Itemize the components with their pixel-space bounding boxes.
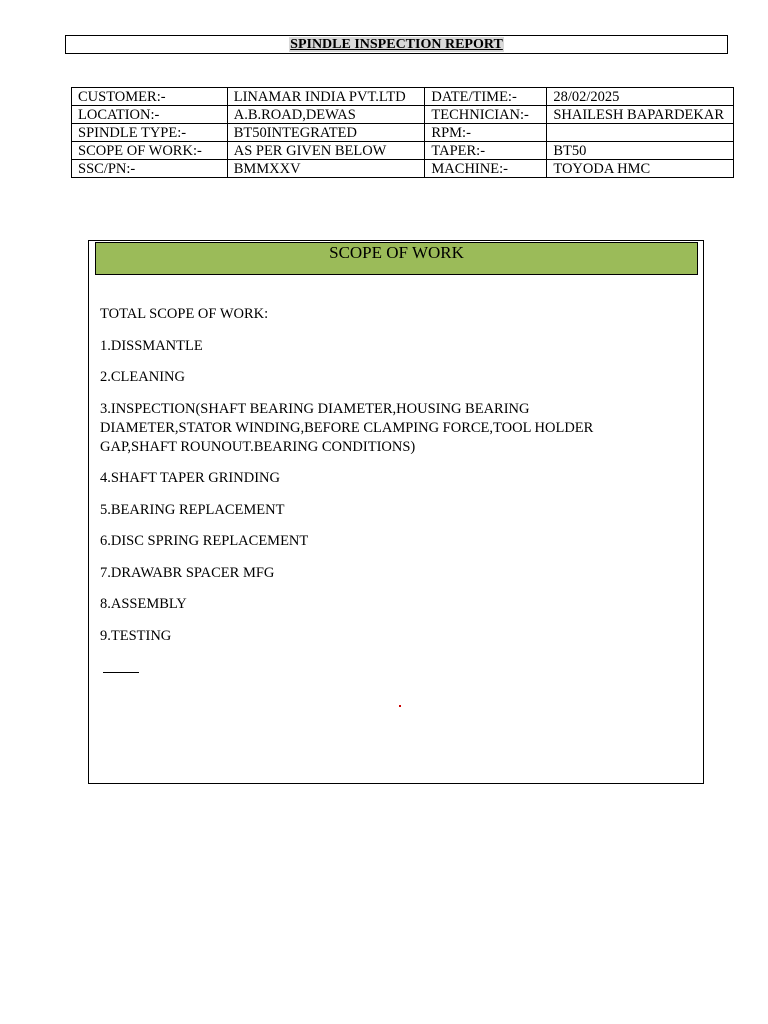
table-row: [72, 106, 734, 124]
location-value: A.B.ROAD,DEWAS: [227, 106, 425, 124]
report-title-box: [65, 35, 728, 54]
scope-item: 4.SHAFT TAPER GRINDING: [100, 470, 280, 486]
signature-line: [103, 672, 139, 673]
scope-header: SCOPE OF WORK: [95, 242, 698, 275]
spindle-type-value: BT50INTEGRATED: [227, 124, 425, 142]
scope-intro: TOTAL SCOPE OF WORK:: [100, 306, 269, 322]
machine-value: TOYODA HMC: [547, 160, 734, 178]
table-row: [72, 160, 734, 178]
machine-label: MACHINE:-: [425, 160, 547, 178]
scope-of-work-frame: [88, 240, 704, 784]
scope-body: [100, 305, 660, 658]
date-time-value: 28/02/2025: [547, 88, 734, 106]
scope-item: 7.DRAWABR SPACER MFG: [100, 564, 275, 581]
scope-item: 9.TESTING: [100, 627, 172, 644]
scope-item: 2.CLEANING: [100, 369, 185, 385]
rpm-value: [547, 124, 734, 142]
ssc-pn-value: BMMXXV: [227, 160, 425, 178]
scope-item: 1.DISSMANTLE: [100, 337, 203, 354]
date-time-label: DATE/TIME:-: [425, 88, 547, 106]
technician-label: TECHNICIAN:-: [425, 106, 547, 124]
scope-of-work-value: AS PER GIVEN BELOW: [227, 142, 425, 160]
scope-item: 3.INSPECTION(SHAFT BEARING DIAMETER,HOUSING BEARING DIAMETER,STATOR WINDING,BEFORE CLAMPING FORCE,TOOL HOLDER GAP,SHAFT ROUNOUT.BEARING CONDITIONS): [100, 400, 594, 455]
spindle-type-label: SPINDLE TYPE:-: [72, 124, 228, 142]
taper-value: BT50: [547, 142, 734, 160]
red-dot-mark: [399, 705, 401, 707]
taper-label: TAPER:-: [425, 142, 547, 160]
scope-item: 6.DISC SPRING REPLACEMENT: [100, 533, 309, 549]
table-row: [72, 124, 734, 142]
report-title: SPINDLE INSPECTION REPORT: [290, 37, 503, 52]
scope-item: 5.BEARING REPLACEMENT: [100, 501, 285, 518]
rpm-label: RPM:-: [425, 124, 547, 142]
technician-value: SHAILESH BAPARDEKAR: [547, 106, 734, 124]
info-table: [71, 87, 734, 178]
table-row: [72, 142, 734, 160]
location-label: LOCATION:-: [72, 106, 228, 124]
scope-of-work-label: SCOPE OF WORK:-: [72, 142, 228, 160]
table-row: [72, 88, 734, 106]
customer-value: LINAMAR INDIA PVT.LTD: [227, 88, 425, 106]
ssc-pn-label: SSC/PN:-: [72, 160, 228, 178]
scope-item: 8.ASSEMBLY: [100, 596, 187, 612]
customer-label: CUSTOMER:-: [72, 88, 228, 106]
